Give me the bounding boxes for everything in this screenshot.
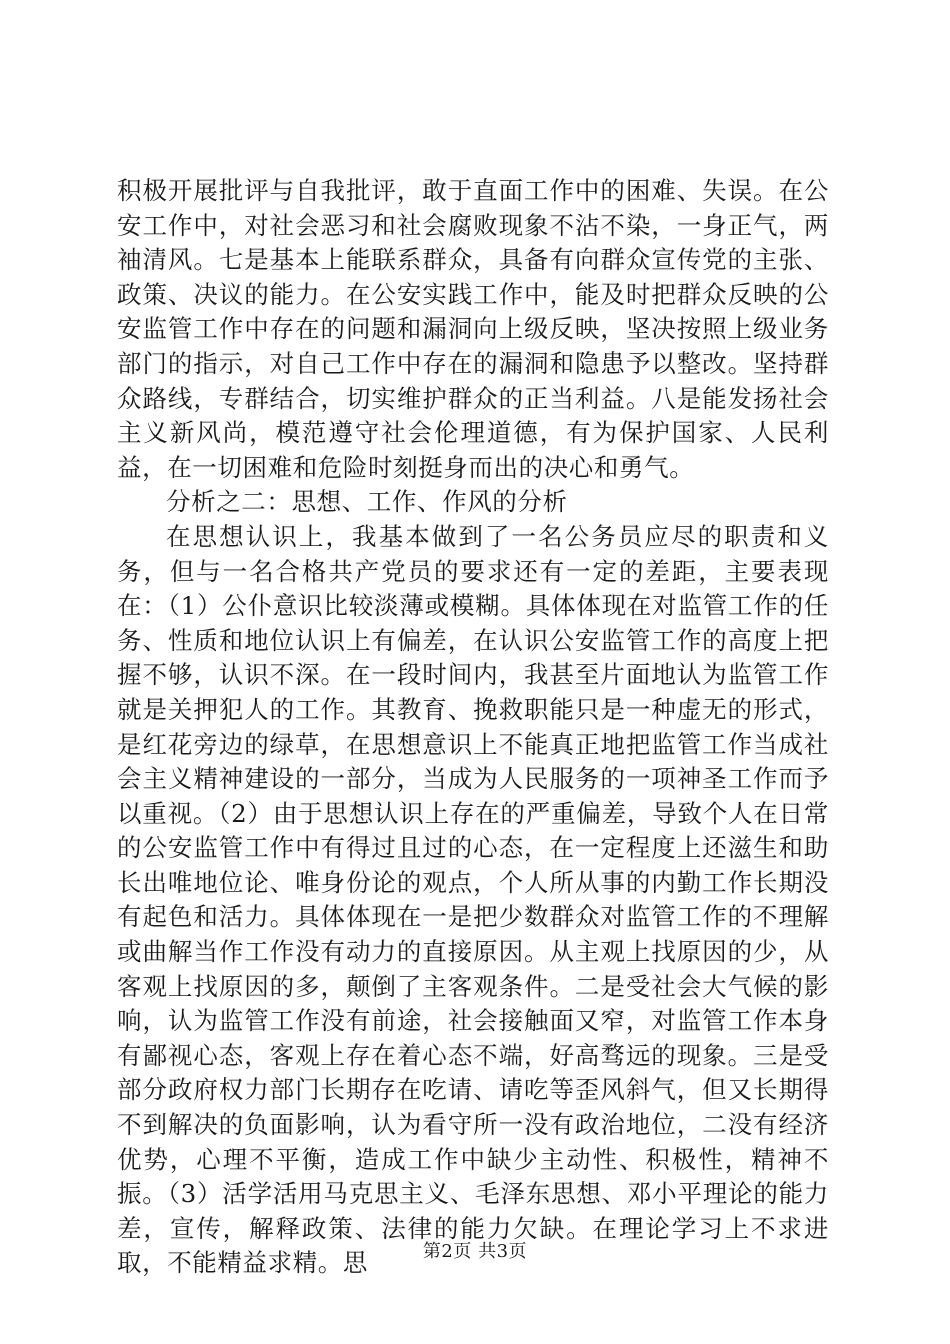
- paragraph-thought-analysis: 在思想认识上，我基本做到了一名公务员应尽的职责和义务，但与一名合格共产党员的要求还有一定的差距，主要表现在：（1）公仆意识比较淡薄或模糊。具体体现在对监管工作的任务、性质和地位认识上有偏差，在认识公安监管工作的高度上把握不够，认识不深。在一段时间内，我甚至片面地认为监管工作就是关押犯人的工作。其教育、挽救职能只是一种虚无的形式，是红花旁边的绿草，在思想意识上不能真正地把监管工作当成社会主义精神建设的一部分，当成为人民服务的一项神圣工作而予以重视。（2）由于思想认识上存在的严重偏差，导致个人在日常的公安监管工作中有得过且过的心态，在一定程度上还滋生和助长出唯地位论、唯身份论的观点，个人所从事的内勤工作长期没有起色和活力。具体体现在一是把少数群众对监管工作的不理解或曲解当作工作没有动力的直接原因。从主观上找原因的少，从客观上找原因的多，颠倒了主客观条件。二是受社会大气候的影响，认为监管工作没有前途，社会接触面又窄，对监管工作本身有鄙视心态，客观上存在着心态不端，好高骛远的现象。三是受部分政府权力部门长期存在吃请、请吃等歪风斜气，但又长期得不到解决的负面影响，认为看守所一没有政治地位，二没有经济优势，心理不平衡，造成工作中缺少主动性、积极性，精神不振。（3）活学活用马克思主义、毛泽东思想、邓小平理论的能力差，宣传，解释政策、法律的能力欠缺。在理论学习上不求进取，不能精益求精。思: [117, 521, 830, 1278]
- document-body: [117, 174, 829, 1281]
- paragraph-continuation: 积极开展批评与自我批评，敢于直面工作中的困难、失误。在公安工作中，对社会恶习和社会腐败现象不沾不染，一身正气，两袖清风。七是基本上能联系群众，具备有向群众宣传党的主张、政策、决议的能力。在公安实践工作中，能及时把群众反映的公安监管工作中存在的问题和漏洞向上级反映，坚决按照上级业务部门的指示，对自己工作中存在的漏洞和隐患予以整改。坚持群众路线，专群结合，切实维护群众的正当利益。八是能发扬社会主义新风尚，模范遵守社会伦理道德，有为保护国家、人民利益，在一切困难和危险时刻挺身而出的决心和勇气。: [117, 176, 829, 482]
- page-number-footer: 第2页 共3页: [422, 1241, 528, 1262]
- section-heading: 分析之二：思想、工作、作风的分析: [166, 487, 568, 517]
